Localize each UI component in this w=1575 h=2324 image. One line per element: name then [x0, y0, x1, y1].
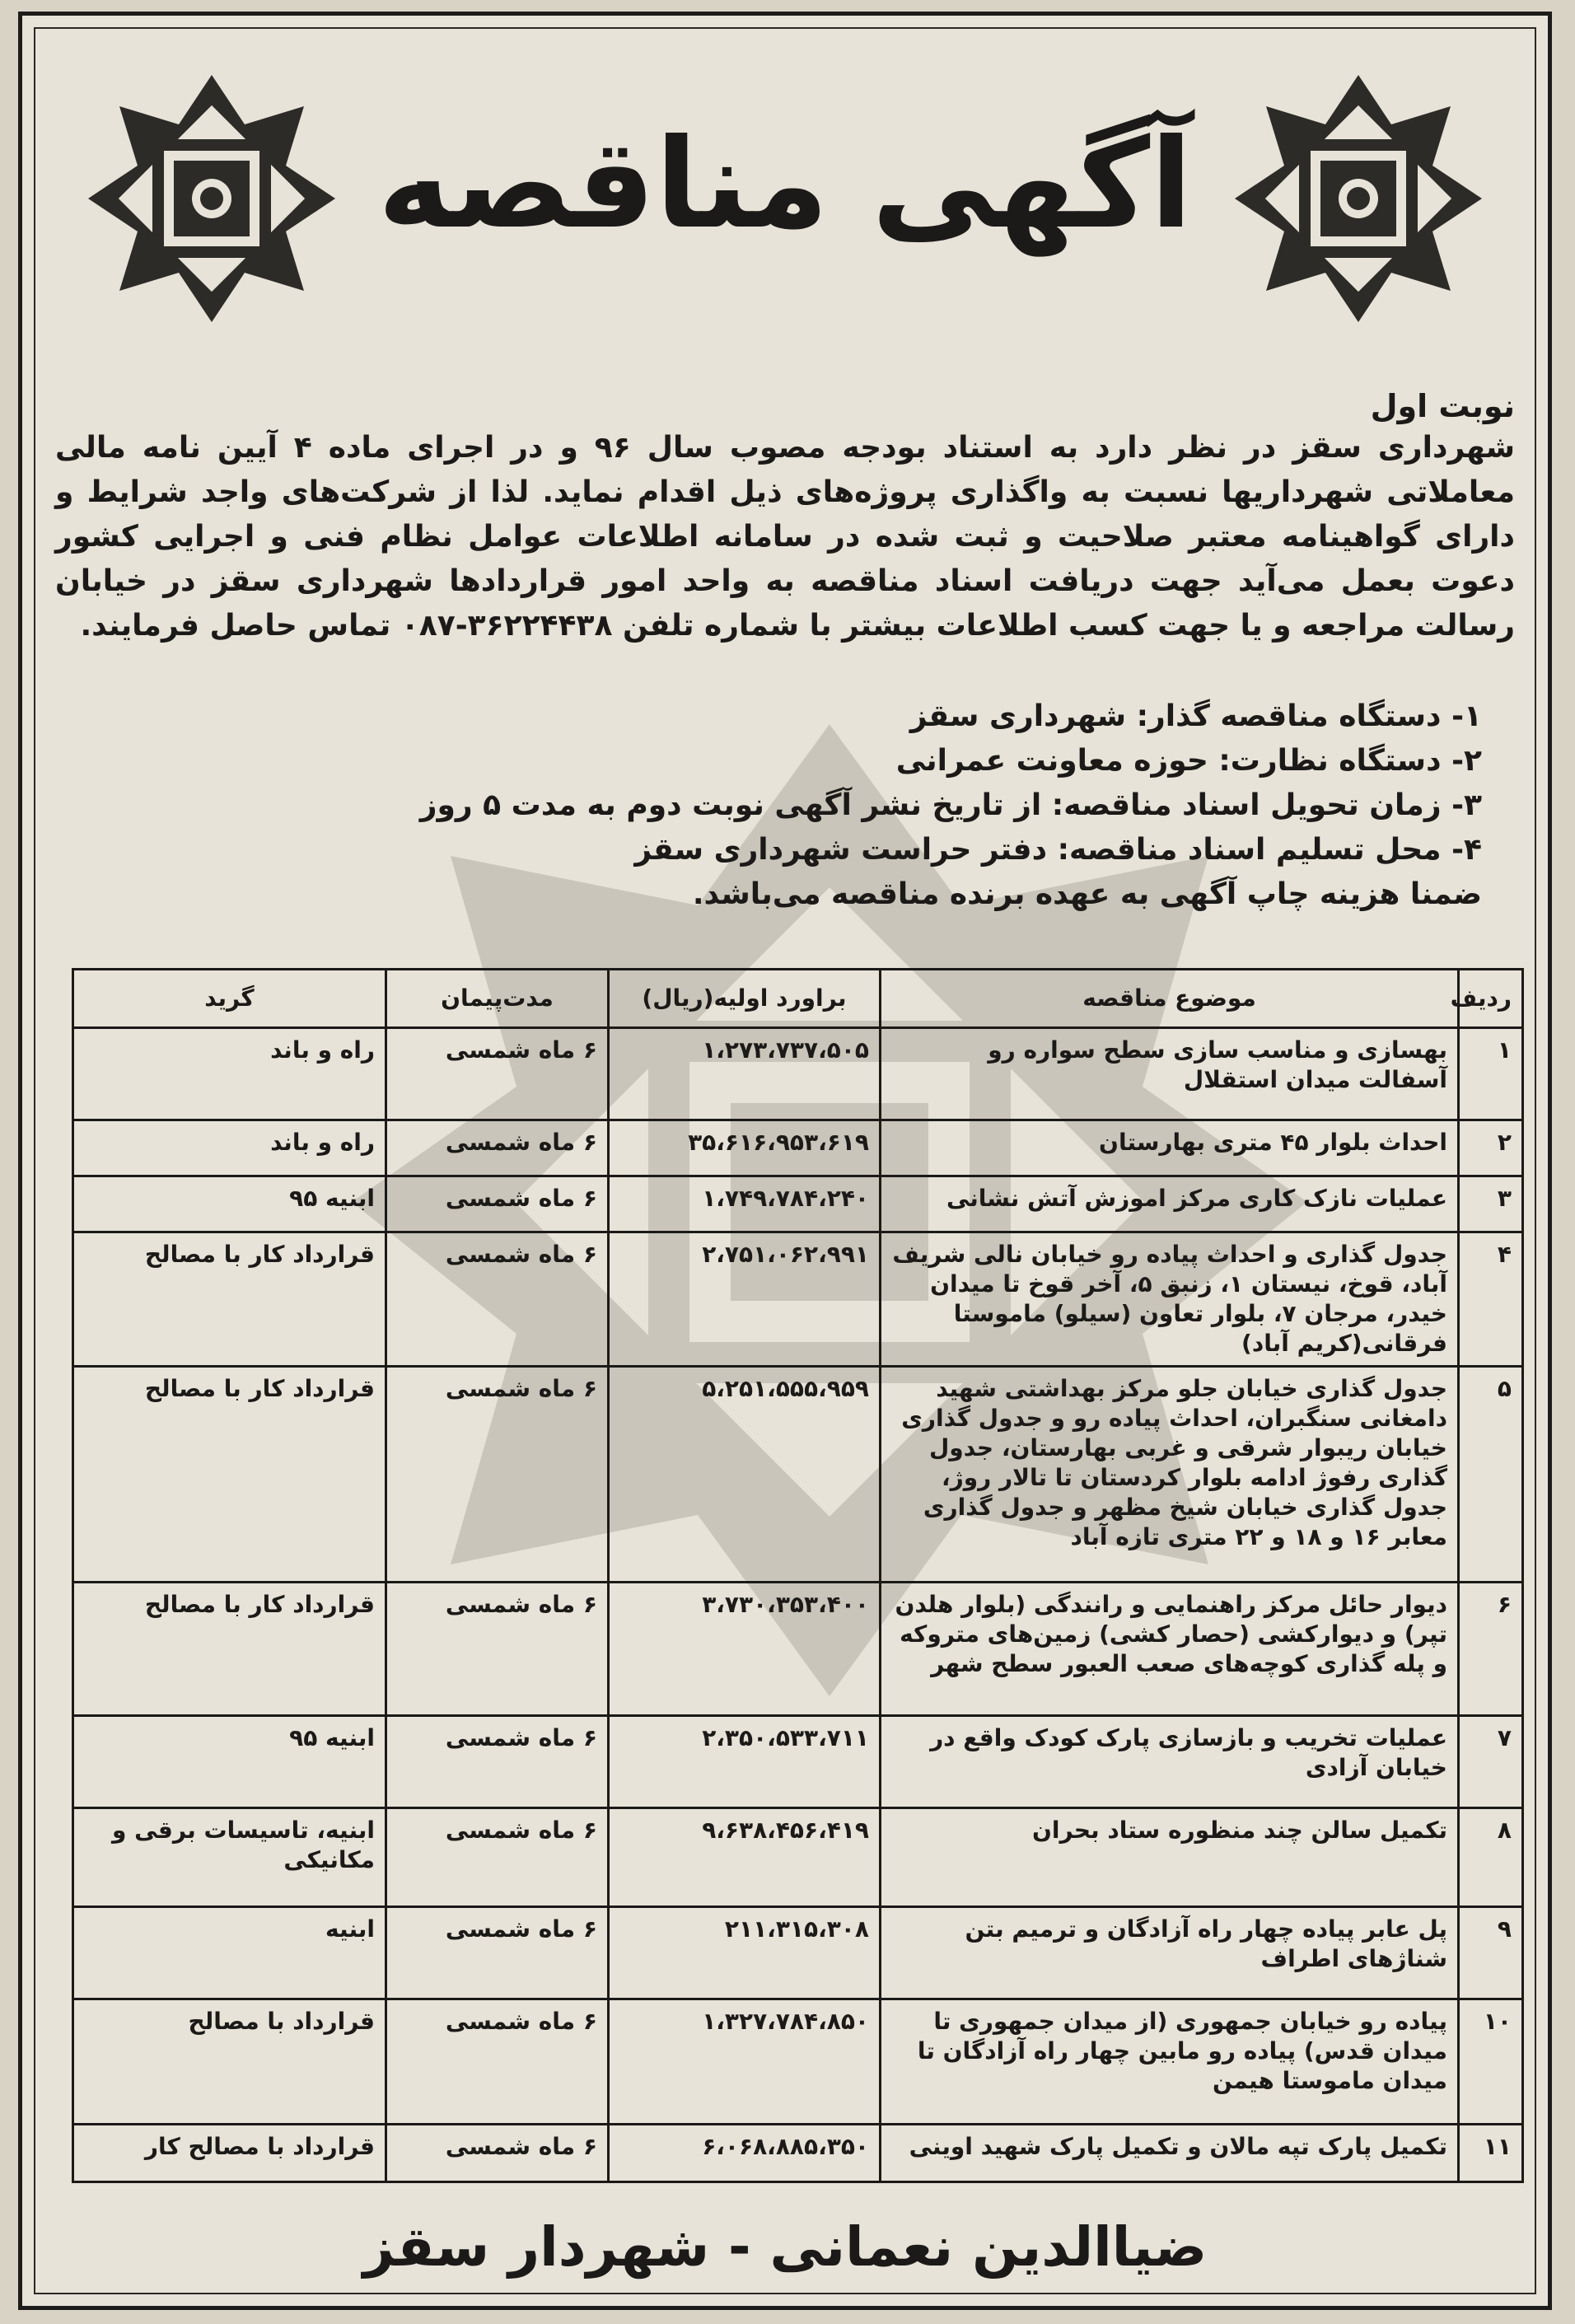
row-estimate: ۳،۷۳۰،۳۵۳،۴۰۰	[609, 1583, 881, 1716]
row-duration: ۶ ماه شمسی	[386, 1583, 609, 1716]
table-row	[73, 1120, 1523, 1176]
table-row	[73, 1716, 1523, 1808]
row-grade: ابنیه ۹۵	[73, 1176, 386, 1232]
header-subject: موضوع مناقصه	[881, 970, 1459, 1028]
notice-item: ۳- زمان تحویل اسناد مناقصه: از تاریخ نشر آگهی نوبت دوم به مدت ۵ روز	[419, 788, 1482, 822]
table-row	[73, 1808, 1523, 1907]
notice-round: نوبت اول	[1370, 388, 1515, 424]
row-estimate: ۹،۶۳۸،۴۵۶،۴۱۹	[609, 1808, 881, 1907]
row-subject: تکمیل سالن چند منظوره ستاد بحران	[881, 1808, 1459, 1907]
notice-item: ضمنا هزینه چاپ آگهی به عهده برنده مناقصه می‌باشد.	[692, 877, 1482, 911]
table-header-row	[73, 970, 1523, 1028]
row-grade: راه و باند	[73, 1028, 386, 1120]
row-estimate: ۱،۳۲۷،۷۸۴،۸۵۰	[609, 1999, 881, 2125]
table-row	[73, 1232, 1523, 1367]
row-estimate: ۵،۲۵۱،۵۵۵،۹۵۹	[609, 1367, 881, 1583]
row-grade: راه و باند	[73, 1120, 386, 1176]
row-number: ۹	[1459, 1907, 1523, 1999]
row-subject: عملیات نازک کاری مرکز اموزش آتش نشانی	[881, 1176, 1459, 1232]
row-grade: ابنیه ۹۵	[73, 1716, 386, 1808]
row-estimate: ۱،۲۷۳،۷۳۷،۵۰۵	[609, 1028, 881, 1120]
row-grade: ابنیه	[73, 1907, 386, 1999]
tender-table	[72, 968, 1524, 2183]
row-duration: ۶ ماه شمسی	[386, 1367, 609, 1583]
row-grade: قرارداد کار با مصالح	[73, 1367, 386, 1583]
row-subject: تکمیل پارک تپه مالان و تکمیل پارک شهید اوینی	[881, 2125, 1459, 2182]
signature-line: ضیاالدین نعمانی - شهردار سقز	[362, 2215, 1208, 2279]
row-estimate: ۳۵،۶۱۶،۹۵۳،۶۱۹	[609, 1120, 881, 1176]
row-subject: دیوار حائل مرکز راهنمایی و رانندگی (بلوار هلدن تپر) و دیوارکشی (حصار کشی) زمین‌های متروکه و پله گذاری کوچه‌های صعب العبور سطح شهر	[881, 1583, 1459, 1716]
header-estimate: براورد اولیه(ریال)	[609, 970, 881, 1028]
row-number: ۷	[1459, 1716, 1523, 1808]
notice-item: ۴- محل تسلیم اسناد مناقصه: دفتر حراست شهرداری سقز	[634, 833, 1482, 867]
header-row-number: ردیف	[1459, 970, 1523, 1028]
table-row	[73, 1367, 1523, 1583]
row-subject: عملیات تخریب و بازسازی پارک کودک واقع در خیابان آزادی	[881, 1716, 1459, 1808]
row-duration: ۶ ماه شمسی	[386, 1907, 609, 1999]
notice-item: ۱- دستگاه مناقصه گذار: شهرداری سقز	[909, 699, 1482, 733]
row-grade: ابنیه، تاسیسات برقی و مکانیکی	[73, 1808, 386, 1907]
row-subject: احداث بلوار ۴۵ متری بهارستان	[881, 1120, 1459, 1176]
row-number: ۳	[1459, 1176, 1523, 1232]
row-subject: جدول گذاری و احداث پیاده رو خیابان نالی شریف آباد، قوخ، نیستان ۱، زنبق ۵، آخر قوخ تا میدان خیدر، مرجان ۷، بلوار تعاون (سیلو) ماموستا فرقانی(کریم آباد)	[881, 1232, 1459, 1367]
row-subject: جدول گذاری خیابان جلو مرکز بهداشتی شهید دامغانی سنگبران، احداث پیاده رو و جدول گذاری خیابان ریبوار شرقی و غربی بهارستان، جدول گذاری رفوژ ادامه بلوار کردستان تا تالار روژ، جدول گذاری خیابان شیخ مظهر و جدول گذاری معابر ۱۶ و ۱۸ و ۲۲ متری تازه آباد	[881, 1367, 1459, 1583]
row-estimate: ۲۱۱،۳۱۵،۳۰۸	[609, 1907, 881, 1999]
row-estimate: ۱،۷۴۹،۷۸۴،۲۴۰	[609, 1176, 881, 1232]
row-number: ۸	[1459, 1808, 1523, 1907]
row-grade: قرارداد کار با مصالح	[73, 1583, 386, 1716]
notice-title: آگهی مناقصه	[377, 113, 1193, 256]
row-duration: ۶ ماه شمسی	[386, 1028, 609, 1120]
row-number: ۱۱	[1459, 2125, 1523, 2182]
row-number: ۱۰	[1459, 1999, 1523, 2125]
table-row	[73, 2125, 1523, 2182]
row-number: ۵	[1459, 1367, 1523, 1583]
table-row	[73, 1907, 1523, 1999]
row-estimate: ۲،۷۵۱،۰۶۲،۹۹۱	[609, 1232, 881, 1367]
header-duration: مدت‌پیمان	[386, 970, 609, 1028]
emblem-left-icon	[88, 75, 335, 322]
row-grade: قرارداد با مصالح	[73, 1999, 386, 2125]
header-grade: گرید	[73, 970, 386, 1028]
row-subject: بهسازی و مناسب سازی سطح سواره رو آسفالت میدان استقلال	[881, 1028, 1459, 1120]
table-row	[73, 1176, 1523, 1232]
row-grade: قرارداد کار با مصالح	[73, 1232, 386, 1367]
row-duration: ۶ ماه شمسی	[386, 1120, 609, 1176]
notice-paragraph: شهرداری سقز در نظر دارد به استناد بودجه مصوب سال ۹۶ و در اجرای ماده ۴ آیین نامه مالی معاملاتی شهرداریها نسبت به واگذاری پروژه‌های ذیل اقدام نماید. لذا از شرکت‌های واجد شرایط و دارای گواهینامه معتبر صلاحیت و ثبت شده در سامانه اطلاعات عوامل نظام فنی و اجرایی کشور دعوت بعمل می‌آید جهت دریافت اسناد مناقصه به واحد امور قراردادها شهرداری سقز در خیابان رسالت مراجعه و یا جهت کسب اطلاعات بیشتر با شماره تلفن ۳۶۲۲۴۴۳۸-۰۸۷ تماس حاصل فرمایند.	[55, 431, 1516, 643]
row-duration: ۶ ماه شمسی	[386, 1232, 609, 1367]
table-row	[73, 1028, 1523, 1120]
row-duration: ۶ ماه شمسی	[386, 1176, 609, 1232]
notice-page	[18, 12, 1552, 2310]
row-subject: پیاده رو خیابان جمهوری (از میدان جمهوری تا میدان قدس) پیاده رو مابین چهار راه آزادگان تا میدان ماموستا هیمن	[881, 1999, 1459, 2125]
row-number: ۲	[1459, 1120, 1523, 1176]
row-duration: ۶ ماه شمسی	[386, 1999, 609, 2125]
notice-items	[55, 694, 1482, 917]
row-estimate: ۶،۰۶۸،۸۸۵،۳۵۰	[609, 2125, 881, 2182]
row-number: ۱	[1459, 1028, 1523, 1120]
table-row	[73, 1999, 1523, 2125]
emblem-right-icon	[1235, 75, 1482, 322]
row-duration: ۶ ماه شمسی	[386, 2125, 609, 2182]
table-row	[73, 1583, 1523, 1716]
row-number: ۶	[1459, 1583, 1523, 1716]
row-number: ۴	[1459, 1232, 1523, 1367]
row-grade: قرارداد با مصالح کار	[73, 2125, 386, 2182]
row-duration: ۶ ماه شمسی	[386, 1716, 609, 1808]
notice-item: ۲- دستگاه نظارت: حوزه معاونت عمرانی	[895, 744, 1482, 778]
row-subject: پل عابر پیاده چهار راه آزادگان و ترمیم بتن شناژهای اطراف	[881, 1907, 1459, 1999]
row-estimate: ۲،۳۵۰،۵۳۳،۷۱۱	[609, 1716, 881, 1808]
row-duration: ۶ ماه شمسی	[386, 1808, 609, 1907]
